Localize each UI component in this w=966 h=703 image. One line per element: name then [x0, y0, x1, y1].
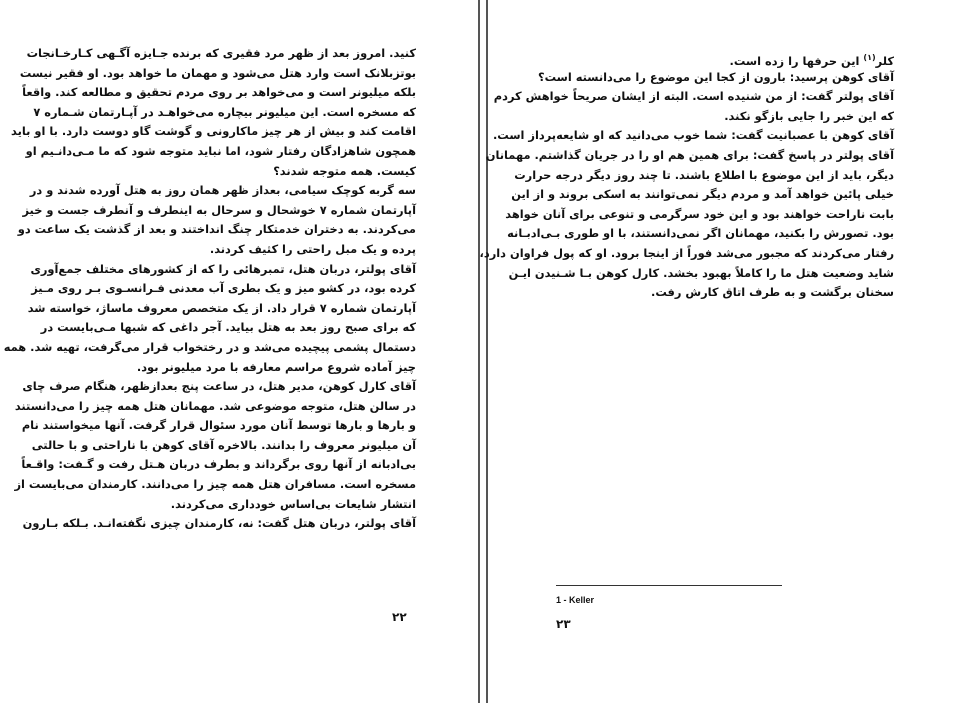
- text-line: آپارتمان شماره ۷ خوشحال و سرحال به اینطرف و آنطرف جست و خیز: [22, 202, 416, 217]
- text-line: سه گربه کوچک سیامی، بعداز ظهر همان روز به هتل آورده شدند و در: [29, 183, 416, 198]
- text-line: می‌کردند. به دختران خدمتکار چنگ انداختند و بعد از گذشت یک ساعت دو: [17, 222, 416, 237]
- left-page: [0, 0, 478, 703]
- text-line: آقای کارل کوهن، مدیر هتل، در ساعت پنج بعدازظهر، هنگام صرف چای: [22, 379, 416, 394]
- text-line: و بارها و بارها توسط آنان مورد سئوال قرار گرفت. آنها میخواستند نام: [21, 418, 416, 433]
- text-line: آقای پولتر، دربان هتل، تمبرهائی را که از کشورهای مختلف جمع‌آوری: [30, 261, 416, 276]
- text-line: شاید وضعیت هتل ما را کاملاً بهبود بخشد. کارل کوهن بـا شـنیدن ایـن: [508, 265, 894, 280]
- text-line: که مسخره است. این میلیونر بیچاره می‌خواهـد در آپـارتمان شـماره ۷: [33, 104, 416, 119]
- text-line: دستمال پشمی پیچیده می‌شد و در رختخواب قرار می‌گرفت، تهیه شد. همه: [3, 339, 416, 354]
- text-line: سخنان برگشت و به طرف اتاق کارش رفت.: [651, 285, 894, 300]
- text-line: کیست. همه متوجه شدند؟: [273, 163, 416, 178]
- text-line: بی‌ادبانه از آنها روی برگرداند و بطرف دربان هـتل رفت و گـفت: واقـعاً: [21, 457, 416, 472]
- text-line: بلکه میلیونر است و می‌خواهد بر روی مردم تحقیق و مطالعه کند. واقعاً: [22, 85, 416, 100]
- text-line: خیلی پائین خواهد آمد و مردم دیگر نمی‌توانند به اسکی بروند و از این: [511, 187, 894, 202]
- text-line: آقای پولتر در پاسخ گفت: برای همین هم او را در جریان گذاشتم. مهمانان: [485, 147, 894, 162]
- book-gutter: [478, 0, 488, 703]
- text-line: انتشار شایعات بی‌اساس خودداری می‌کردند.: [170, 496, 416, 511]
- footnote-anchor-word: کلر: [875, 53, 894, 68]
- text-line: چیز آماده شروع مراسم معارفه با مرد میلیونر بود.: [136, 359, 416, 374]
- page-number: ۲۲: [392, 610, 407, 624]
- text-line: کرده بود، در کشو میز و یک بطری آب معدنی فـرانسـوی بـر روی مـیز: [31, 281, 416, 296]
- text-line: بابت ناراحت خواهند بود و این خود سرگرمی و تنوعی برای آنان خواهد: [505, 206, 894, 221]
- right-page-text: [479, 48, 894, 303]
- text-line: همچون شاهزادگان رفتار شود، اما نباید متوجه شود که ما مـی‌دانـیم او: [25, 143, 416, 158]
- page-number: ۲۳: [556, 617, 571, 631]
- text-line-rest: این حرفها را زده است.: [729, 53, 864, 68]
- text-line: آقای پولتر، دربان هتل گفت: نه، کارمندان چیزی نگفته‌انـد. بـلکه بـارون: [22, 516, 416, 531]
- text-line: آپارتمان شماره ۷ قرار داد. از یک متخصص معروف ماساژ، خواسته شد: [27, 300, 416, 315]
- text-line: بود. تصورش را بکنید، مهمانان اگر نمی‌دانستند، با او طوری بـی‌ادبـانه: [507, 226, 894, 241]
- text-line: در سالن هتل، متوجه موضوعی شد. مهمانان هتل همه چیز را می‌دانستند: [14, 398, 416, 413]
- text-line: اقامت کند و بیش از هر چیز ماکارونی و گوشت گاو دوست دارد. با او باید: [11, 124, 416, 139]
- footnote: 1 - Keller: [556, 595, 595, 605]
- left-page-text: [3, 44, 416, 534]
- text-line: دیگر، باید از این موضوع با اطلاع باشند. تا چند روز دیگر درجه حرارت: [514, 167, 894, 182]
- text-line: آقای کوهن با عصبانیت گفت: شما خوب می‌دانید که او شایعه‌پرداز است.: [492, 128, 894, 143]
- text-line: مسخره است. مسافران هتل همه چیز را می‌دانند. کارمندان می‌بایست از: [14, 477, 416, 492]
- text-line: آقای کوهن پرسید: بارون از کجا این موضوع را می‌دانسته است؟: [537, 69, 894, 84]
- text-line-first: [554, 48, 894, 68]
- text-line: که برای صبح روز بعد به هتل بیاید. آجر داغی که شبها مـی‌بایست در: [40, 320, 416, 335]
- footnote-rule: [556, 585, 782, 586]
- text-line: پرده و یک مبل راحتی را کثیف کردند.: [209, 241, 416, 256]
- footnote-marker: (۱): [863, 53, 876, 62]
- text-line: که این خبر را جایی بازگو نکند.: [724, 108, 894, 123]
- text-line: کنید. امروز بعد از ظهر مرد فقیری که برنده جـایزه آگـهی کـارخـانجات: [26, 46, 416, 60]
- text-line: بوتزبلانک است وارد هتل می‌شود و مهمان ما خواهد بود. او فقیر نیست: [19, 65, 416, 80]
- text-line: آن میلیونر معروف را بدانند. بالاخره آقای کوهن با ناراحتی و با حالتی: [31, 437, 416, 452]
- text-line: آقای پولتر گفت: از من شنیده است. البته از ایشان صریحاً خواهش کردم: [493, 89, 894, 104]
- text-line: رفتار می‌کردند که مجبور می‌شد فوراً از اینجا برود. او که پول فراوان دارد،: [479, 245, 894, 260]
